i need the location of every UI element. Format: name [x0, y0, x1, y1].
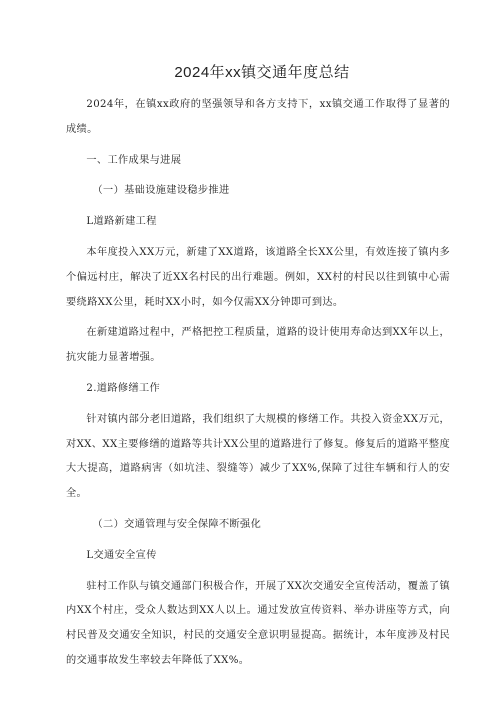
body-paragraph: 在新建道路过程中，严格把控工程质量，道路的设计使用寿命达到XX年以上，抗灾能力显著增强。	[66, 327, 450, 364]
section-heading: 一、工作成果与进展	[86, 154, 182, 166]
body-paragraph: 驻村工作队与镇交通部门积极合作，开展了XX次交通安全宣传活动，覆盖了镇内XX个村庄，受众人数达到XX人以上。通过发放宣传资料、举办讲座等方式，向村民普及交通安全知识，村民的交通安全意识明显提高。据统计，本年度涉及村民的交通事故发生率较去年降低了XX%。	[66, 580, 450, 666]
body-paragraph: 针对镇内部分老旧道路，我们组织了大规模的修缮工作。共投入资金XX万元，对XX、XX主要修缮的道路等共计XX公里的道路进行了修复。修复后的道路平整度大大提高，道路病害（如坑洼、裂缝等）减少了XX%,保障了过往车辆和行人的安全。	[66, 413, 450, 500]
item-heading: L交通安全宣传	[86, 549, 157, 561]
subsection-heading: （二）交通管理与安全保障不断强化	[92, 518, 262, 530]
body-paragraph: 本年度投入XX万元，新建了XX道路，该道路全长XX公里，有效连接了镇内多个偏远村庄，解决了近XX名村民的出行难题。例如，XX村的村民以往到镇中心需要绕路XX公里，耗时XX小时，如今仅需XX分钟即可到达。	[66, 246, 450, 308]
intro-paragraph: 2024年，在镇xx政府的坚强领导和各方支持下，xx镇交通工作取得了显著的成绩。	[66, 99, 450, 135]
item-heading: L道路新建工程	[86, 216, 157, 228]
subsection-heading: （一）基础设施建设稳步推进	[92, 185, 230, 197]
item-heading: 2.道路修缮工作	[86, 382, 161, 394]
document-title: 2024年xx镇交通年度总结	[174, 64, 350, 81]
